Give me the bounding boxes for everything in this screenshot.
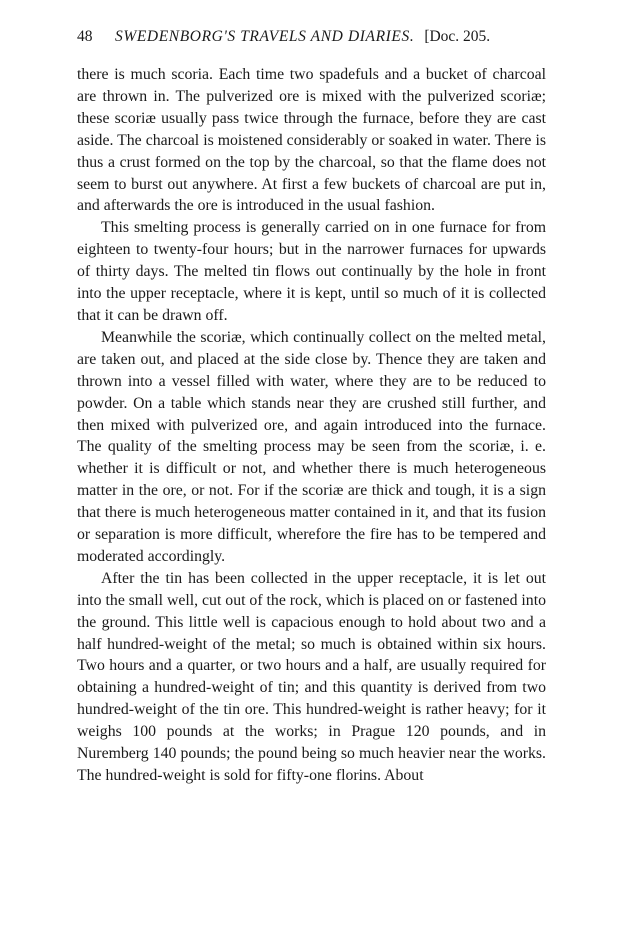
- paragraph-1: there is much scoria. Each time two spadefuls and a bucket of charcoal are thrown in. The pulverized ore is mixed with the pulverized scoriæ; these scoriæ usually pass twice through the furnace, before they are cast aside. The charcoal is moistened considerably or soaked in water. There is thus a crust formed on the top by the charcoal, so that the flame does not seem to burst out anywhere. At first a few buckets of charcoal are put in, and afterwards the ore is introduced in the usual fashion.: [77, 66, 546, 215]
- paragraph-3: Meanwhile the scoriæ, which continually collect on the melted metal, are taken out, and placed at the side close by. Thence they are taken and thrown into a vessel filled with water, where they are to be reduced to powder. On a table which stands near they are crushed still further, and then mixed with pulverized ore, and again introduced into the furnace. The quality of the smelting process may be seen from the scoriæ, i. e. whether it is difficult or not, and whether there is much heterogeneous matter in the ore, or not. For if the scoriæ are thick and tough, it is a sign that there is much heterogeneous matter contained in it, and that its fusion or separation is more difficult, wherefore the fire has to be tempered and moderated accordingly.: [77, 328, 546, 565]
- running-title: SWEDENBORG'S TRAVELS AND DIARIES.: [115, 28, 415, 45]
- book-page: [77, 26, 546, 787]
- paragraph-4: After the tin has been collected in the upper receptacle, it is let out into the small well, cut out of the rock, which is placed on or fastened into the ground. This little well is capacious enough to hold about two and a half hundred-weight of the metal; so much is obtained within six hours. Two hours and a quarter, or two hours and a half, are usually required for obtaining a hundred-weight of tin; and this quantity is derived from two hundred-weight of the tin ore. This hundred-weight is rather heavy; for it weighs 100 pounds at the works; in Prague 120 pounds, and in Nuremberg 140 pounds; the pound being so much heavier near the works. The hundred-weight is sold for fifty-one florins. About: [77, 569, 546, 784]
- document-reference: [Doc. 205.: [424, 28, 491, 45]
- running-header: [77, 26, 546, 48]
- page-number: 48: [77, 28, 93, 45]
- body-text: [77, 64, 546, 787]
- paragraph-2: This smelting process is generally carried on in one furnace for from eighteen to twenty-four hours; but in the narrower furnaces for upwards of thirty days. The melted tin flows out continually by the hole in front into the upper receptacle, where it is kept, until so much of it is collected that it can be drawn off.: [77, 219, 546, 324]
